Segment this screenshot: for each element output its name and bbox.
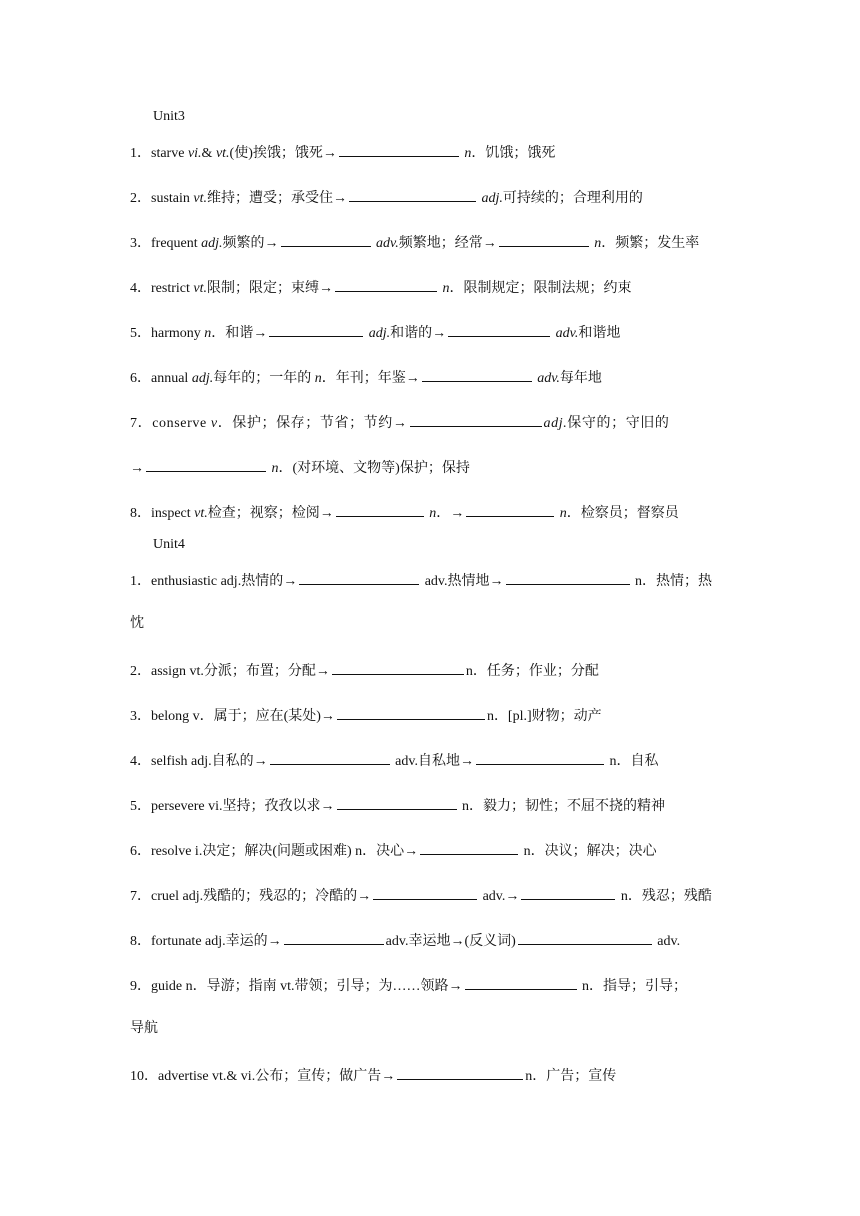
answer-blank[interactable] <box>465 975 577 990</box>
unit4-item-3: 3．belong v．属于；应在(某处)→ n．[pl.]财物；动产 <box>130 705 730 726</box>
answer-blank[interactable] <box>332 660 464 675</box>
answer-blank[interactable] <box>518 930 652 945</box>
unit3-item-4: 4．restrict vt.限制；限定；束缚→ n．限制规定；限制法规；约束 <box>130 277 730 298</box>
answer-blank[interactable] <box>521 885 615 900</box>
unit4-item-1: 1．enthusiastic adj.热情的→ adv.热情地→ n．热情；热 <box>130 570 730 591</box>
unit4-item-2: 2．assign vt.分派；布置；分配→ n．任务；作业；分配 <box>130 660 730 681</box>
unit3-item-7: 7．conserve v．保护；保存；节省；节约→ adj.保守的；守旧的 <box>130 412 730 433</box>
answer-blank[interactable] <box>476 750 604 765</box>
answer-blank[interactable] <box>335 277 437 292</box>
answer-blank[interactable] <box>337 795 457 810</box>
unit4-item-8: 8．fortunate adj.幸运的→ adv.幸运地→(反义词) adv. <box>130 930 730 951</box>
answer-blank[interactable] <box>339 142 459 157</box>
unit3-item-1: 1．starve vi.& vt.(使)挨饿；饿死→ n．饥饿；饿死 <box>130 142 730 163</box>
answer-blank[interactable] <box>397 1065 523 1080</box>
answer-blank[interactable] <box>336 502 424 517</box>
answer-blank[interactable] <box>448 322 550 337</box>
answer-blank[interactable] <box>337 705 485 720</box>
unit4-item-6: 6．resolve i.决定；解决(问题或困难) n．决心→ n．决议；解决；决心 <box>130 840 730 861</box>
unit4-item-1-continued: 忱 <box>130 616 144 631</box>
unit4-item-9: 9．guide n．导游；指南 vt.带领；引导；为……领路→ n．指导；引导； <box>130 975 730 996</box>
unit3-item-7-continued: → n．(对环境、文物等)保护；保持 <box>130 457 730 478</box>
unit4-item-10: 10．advertise vt.& vi.公布；宣传；做广告→ n．广告；宣传 <box>130 1065 730 1086</box>
unit3-item-6: 6．annual adj.每年的；一年的 n．年刊；年鉴→ adv.每年地 <box>130 367 730 388</box>
unit4-item-5: 5．persevere vi.坚持；孜孜以求→ n．毅力；韧性；不屈不挠的精神 <box>130 795 730 816</box>
answer-blank[interactable] <box>269 322 363 337</box>
answer-blank[interactable] <box>349 187 476 202</box>
unit3-title: Unit3 <box>153 109 185 124</box>
unit3-item-5: 5．harmony n．和谐→ adj.和谐的→ adv.和谐地 <box>130 322 730 343</box>
unit3-item-3: 3．frequent adj.频繁的→ adv.频繁地；经常→ n．频繁；发生率 <box>130 232 730 253</box>
unit4-item-4: 4．selfish adj.自私的→ adv.自私地→ n．自私 <box>130 750 730 771</box>
unit3-item-8: 8．inspect vt.检查；视察；检阅→ n．→ n．检察员；督察员 <box>130 502 730 523</box>
answer-blank[interactable] <box>410 412 542 427</box>
answer-blank[interactable] <box>146 457 266 472</box>
unit3-item-2: 2．sustain vt.维持；遭受；承受住→ adj.可持续的；合理利用的 <box>130 187 730 208</box>
answer-blank[interactable] <box>281 232 371 247</box>
answer-blank[interactable] <box>466 502 554 517</box>
unit4-item-7: 7．cruel adj.残酷的；残忍的；冷酷的→ adv.→ n．残忍；残酷 <box>130 885 730 906</box>
unit4-title: Unit4 <box>153 537 185 552</box>
answer-blank[interactable] <box>270 750 390 765</box>
answer-blank[interactable] <box>284 930 384 945</box>
answer-blank[interactable] <box>422 367 532 382</box>
answer-blank[interactable] <box>373 885 477 900</box>
answer-blank[interactable] <box>506 570 630 585</box>
answer-blank[interactable] <box>499 232 589 247</box>
answer-blank[interactable] <box>299 570 419 585</box>
answer-blank[interactable] <box>420 840 518 855</box>
unit4-item-9-continued: 导航 <box>130 1021 158 1036</box>
